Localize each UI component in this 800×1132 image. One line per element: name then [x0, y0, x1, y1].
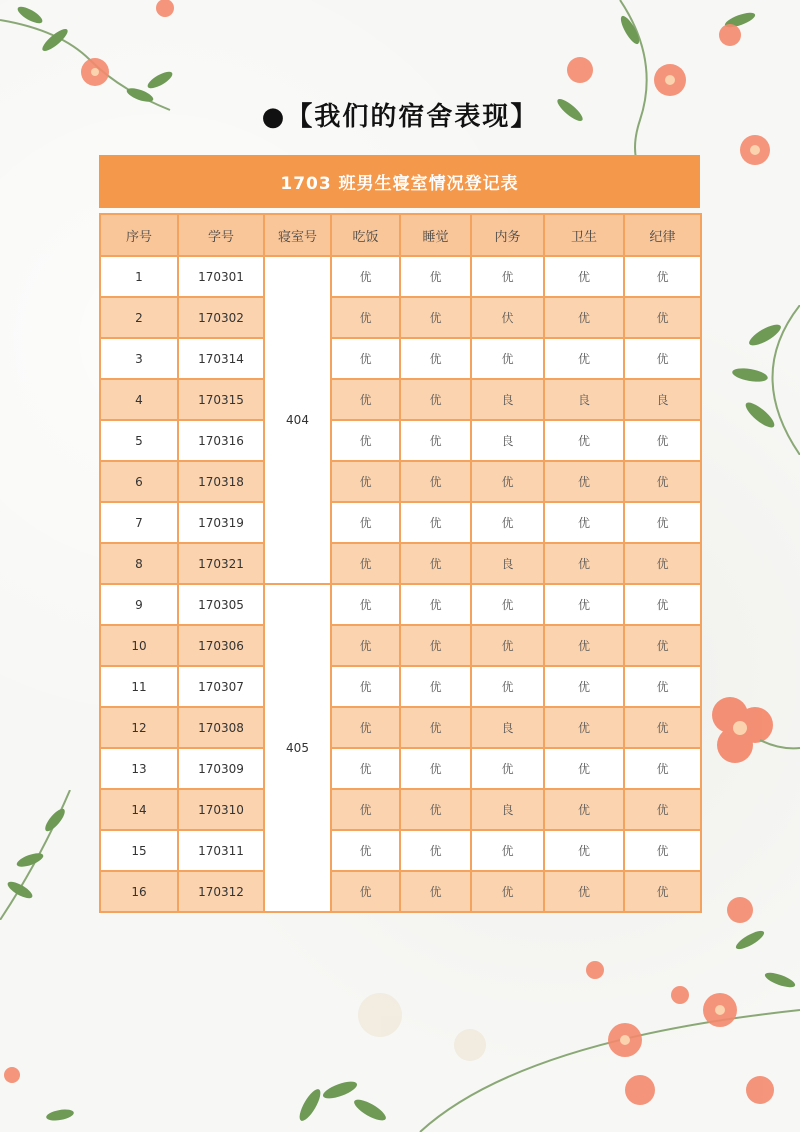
cell-housekeeping: 优	[471, 748, 544, 789]
cell-hygiene: 优	[544, 707, 624, 748]
leaf-decoration-left-bottom	[0, 790, 90, 920]
header-serial-number: 序号	[100, 214, 178, 256]
cell-serial-number: 11	[100, 666, 178, 707]
dorm-registration-table-wrapper	[99, 155, 700, 913]
cell-serial-number: 7	[100, 502, 178, 543]
cell-serial-number: 12	[100, 707, 178, 748]
cell-dining: 优	[331, 789, 400, 830]
cell-room-number: 405	[264, 584, 331, 912]
cell-sleeping: 优	[400, 379, 471, 420]
cell-hygiene: 优	[544, 297, 624, 338]
cell-hygiene: 优	[544, 502, 624, 543]
cell-discipline: 优	[624, 666, 701, 707]
cell-dining: 优	[331, 502, 400, 543]
table-row	[100, 871, 701, 912]
table-row	[100, 666, 701, 707]
table-row	[100, 420, 701, 461]
cell-student-id: 170319	[178, 502, 264, 543]
cell-housekeeping: 良	[471, 789, 544, 830]
cell-sleeping: 优	[400, 420, 471, 461]
table-row	[100, 748, 701, 789]
cell-sleeping: 优	[400, 707, 471, 748]
cell-hygiene: 优	[544, 420, 624, 461]
cell-hygiene: 优	[544, 338, 624, 379]
cell-dining: 优	[331, 420, 400, 461]
table-row	[100, 789, 701, 830]
table-row	[100, 502, 701, 543]
cell-serial-number: 5	[100, 420, 178, 461]
cell-sleeping: 优	[400, 297, 471, 338]
table-header-row	[100, 214, 701, 256]
cell-student-id: 170311	[178, 830, 264, 871]
cell-housekeeping: 优	[471, 830, 544, 871]
header-housekeeping: 内务	[471, 214, 544, 256]
cell-student-id: 170314	[178, 338, 264, 379]
table-row	[100, 707, 701, 748]
dorm-registration-table	[99, 213, 702, 913]
cell-student-id: 170318	[178, 461, 264, 502]
cell-dining: 优	[331, 297, 400, 338]
cell-hygiene: 优	[544, 461, 624, 502]
cell-housekeeping: 良	[471, 707, 544, 748]
cell-housekeeping: 优	[471, 502, 544, 543]
flower-decoration-right-middle	[700, 690, 800, 780]
cell-sleeping: 优	[400, 748, 471, 789]
header-sleeping: 睡觉	[400, 214, 471, 256]
header-student-id: 学号	[178, 214, 264, 256]
cell-dining: 优	[331, 830, 400, 871]
cell-dining: 优	[331, 543, 400, 584]
cell-dining: 优	[331, 461, 400, 502]
page-heading: ●【我们的宿舍表现】	[261, 102, 539, 132]
cell-hygiene: 优	[544, 789, 624, 830]
cell-discipline: 优	[624, 502, 701, 543]
header-discipline: 纪律	[624, 214, 701, 256]
cell-student-id: 170310	[178, 789, 264, 830]
cell-discipline: 优	[624, 338, 701, 379]
cell-sleeping: 优	[400, 625, 471, 666]
cell-dining: 优	[331, 256, 400, 297]
cell-sleeping: 优	[400, 584, 471, 625]
cell-discipline: 优	[624, 871, 701, 912]
cell-housekeeping: 优	[471, 871, 544, 912]
cell-discipline: 优	[624, 461, 701, 502]
table-row	[100, 584, 701, 625]
cell-serial-number: 8	[100, 543, 178, 584]
table-row	[100, 461, 701, 502]
table-body	[100, 256, 701, 912]
cell-hygiene: 优	[544, 543, 624, 584]
cell-dining: 优	[331, 748, 400, 789]
cell-dining: 优	[331, 871, 400, 912]
table-row	[100, 256, 701, 297]
table-row	[100, 379, 701, 420]
cell-hygiene: 良	[544, 379, 624, 420]
cell-dining: 优	[331, 338, 400, 379]
cell-dining: 优	[331, 584, 400, 625]
cell-student-id: 170307	[178, 666, 264, 707]
cell-hygiene: 优	[544, 584, 624, 625]
cell-housekeeping: 良	[471, 543, 544, 584]
cell-serial-number: 1	[100, 256, 178, 297]
cell-sleeping: 优	[400, 789, 471, 830]
cell-discipline: 优	[624, 625, 701, 666]
cell-discipline: 优	[624, 584, 701, 625]
cell-serial-number: 2	[100, 297, 178, 338]
header-room-number: 寝室号	[264, 214, 331, 256]
cell-student-id: 170305	[178, 584, 264, 625]
table-row	[100, 297, 701, 338]
cell-hygiene: 优	[544, 871, 624, 912]
cell-hygiene: 优	[544, 748, 624, 789]
cell-sleeping: 优	[400, 338, 471, 379]
table-row	[100, 338, 701, 379]
cell-discipline: 优	[624, 748, 701, 789]
cell-housekeeping: 优	[471, 666, 544, 707]
cell-dining: 优	[331, 625, 400, 666]
cell-sleeping: 优	[400, 461, 471, 502]
floral-decoration-bottom	[0, 890, 800, 1132]
cell-discipline: 优	[624, 789, 701, 830]
cell-discipline: 良	[624, 379, 701, 420]
cell-serial-number: 15	[100, 830, 178, 871]
header-dining: 吃饭	[331, 214, 400, 256]
cell-hygiene: 优	[544, 666, 624, 707]
table-title-banner: 1703 班男生寝室情况登记表	[99, 155, 700, 208]
cell-sleeping: 优	[400, 502, 471, 543]
cell-student-id: 170316	[178, 420, 264, 461]
cell-serial-number: 4	[100, 379, 178, 420]
cell-student-id: 170302	[178, 297, 264, 338]
cell-housekeeping: 良	[471, 379, 544, 420]
cell-serial-number: 14	[100, 789, 178, 830]
cell-hygiene: 优	[544, 830, 624, 871]
cell-sleeping: 优	[400, 256, 471, 297]
cell-room-number: 404	[264, 256, 331, 584]
cell-student-id: 170315	[178, 379, 264, 420]
cell-serial-number: 6	[100, 461, 178, 502]
leaf-decoration-right	[705, 305, 800, 455]
cell-serial-number: 16	[100, 871, 178, 912]
header-hygiene: 卫生	[544, 214, 624, 256]
cell-student-id: 170312	[178, 871, 264, 912]
cell-discipline: 优	[624, 830, 701, 871]
cell-student-id: 170321	[178, 543, 264, 584]
cell-discipline: 优	[624, 297, 701, 338]
cell-housekeeping: 优	[471, 584, 544, 625]
table-row	[100, 543, 701, 584]
cell-housekeeping: 优	[471, 256, 544, 297]
cell-housekeeping: 伏	[471, 297, 544, 338]
cell-discipline: 优	[624, 256, 701, 297]
cell-student-id: 170301	[178, 256, 264, 297]
cell-hygiene: 优	[544, 256, 624, 297]
cell-sleeping: 优	[400, 666, 471, 707]
table-row	[100, 830, 701, 871]
cell-student-id: 170308	[178, 707, 264, 748]
cell-student-id: 170306	[178, 625, 264, 666]
cell-serial-number: 3	[100, 338, 178, 379]
cell-housekeeping: 良	[471, 420, 544, 461]
cell-sleeping: 优	[400, 871, 471, 912]
cell-housekeeping: 优	[471, 625, 544, 666]
cell-housekeeping: 优	[471, 461, 544, 502]
cell-serial-number: 10	[100, 625, 178, 666]
cell-discipline: 优	[624, 543, 701, 584]
table-row	[100, 625, 701, 666]
cell-sleeping: 优	[400, 543, 471, 584]
cell-student-id: 170309	[178, 748, 264, 789]
cell-hygiene: 优	[544, 625, 624, 666]
cell-discipline: 优	[624, 420, 701, 461]
cell-serial-number: 9	[100, 584, 178, 625]
cell-serial-number: 13	[100, 748, 178, 789]
cell-dining: 优	[331, 707, 400, 748]
cell-dining: 优	[331, 379, 400, 420]
cell-housekeeping: 优	[471, 338, 544, 379]
cell-dining: 优	[331, 666, 400, 707]
cell-sleeping: 优	[400, 830, 471, 871]
cell-discipline: 优	[624, 707, 701, 748]
